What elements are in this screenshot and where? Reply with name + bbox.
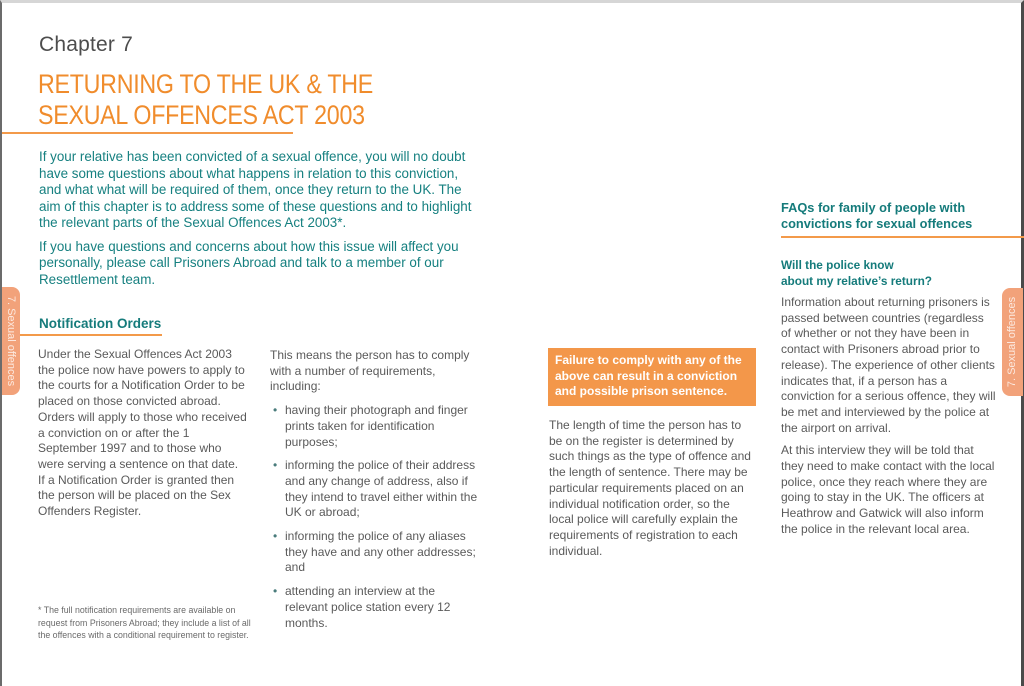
register-column (549, 418, 754, 566)
faq-answer-2: At this interview they will be told that they need to make contact with the local police, once they reach where they are going to stay in the UK. The officers at Heathrow and Gatwick will also inform the police in the relevant local area. (781, 443, 995, 536)
chapter-title-line2: SEXUAL OFFENCES ACT 2003 (38, 100, 365, 130)
bullet-icon: • (273, 458, 278, 473)
faq-heading: FAQs for family of people with convictions for sexual offences (781, 200, 973, 231)
list-item (270, 458, 480, 521)
register-paragraph: The length of time the person has to be on the register is determined by such things as the type of offence and the length of sentence. There may be particular requirements placed on an individual notification order, so the local police will carefully explain the requirements of registration to each individual. (549, 418, 751, 558)
bullet-icon: • (273, 529, 278, 544)
faq-heading-underline (781, 236, 1024, 238)
faq-question-line2: about my relative’s return? (781, 273, 932, 288)
faq-answer-1: Information about returning prisoners is passed between countries (regardless of whether or not they have been in contact with Prisoners abroad prior to release). The experience of other clients indicates that, if a person has a conviction for a serious offence, they will be met and interviewed by the police at the airport on arrival. (781, 295, 996, 435)
notification-orders-heading: Notification Orders (39, 316, 162, 331)
requirements-list (270, 403, 480, 631)
requirement-text: attending an interview at the relevant police station every 12 months. (285, 584, 451, 630)
requirements-column (270, 348, 480, 639)
bullet-icon: • (273, 403, 278, 418)
intro-section (39, 149, 484, 295)
requirements-intro: This means the person has to comply with a number of requirements, including: (270, 348, 470, 394)
notification-heading-underline (2, 334, 162, 336)
chapter-label: Chapter 7 (39, 33, 134, 56)
chapter-tab-right[interactable] (1002, 288, 1023, 396)
chapter-title-line1: RETURNING TO THE UK & THE (38, 69, 374, 99)
chapter-tab-right-label: 7. Sexual offences (1006, 296, 1019, 388)
requirement-text: having their photograph and finger prints taken for identification purposes; (285, 403, 468, 449)
chapter-tab-left[interactable] (2, 287, 20, 395)
notification-paragraph: Under the Sexual Offences Act 2003 the police now have powers to apply to the courts for a Notification Order to be placed on those convicted abroad. Orders will apply to those who received a conviction on or after the 1 September 1997 and to those who were serving a sentence on that date. If a Notification Order is granted then the person will be placed on the Sex Offenders Register. (38, 347, 247, 519)
faq-question-line1: Will the police know (781, 258, 894, 272)
faq-question (781, 258, 932, 289)
list-item (270, 529, 480, 576)
chapter-title (38, 69, 373, 131)
requirement-text: informing the police of any aliases they have and any other addresses; and (285, 529, 476, 575)
list-item (270, 584, 480, 631)
bullet-icon: • (273, 584, 278, 599)
list-item (270, 403, 480, 450)
intro-paragraph-1: If your relative has been convicted of a sexual offence, you will no doubt have some questions about what happens in relation to this conviction, and what what will be required of them, once they return to the UK. The aim of this chapter is to address some of these questions and to highlight the relevant parts of the Sexual Offences Act 2003*. (39, 149, 472, 230)
footnote: * The full notification requirements are available on request from Prisoners Abroad; they include a list of all the offences with a conditional requirement to register. (38, 605, 251, 640)
requirement-text: informing the police of their address and any change of address, also if they intend to travel either within the UK or abroad; (285, 458, 478, 520)
faq-answer-column (781, 295, 996, 545)
warning-callout: Failure to comply with any of the above can result in a conviction and possible prison sentence. (548, 348, 756, 406)
notification-column (38, 347, 248, 527)
title-underline (2, 132, 293, 134)
intro-paragraph-2: If you have questions and concerns about how this issue will affect you personally, please call Prisoners Abroad and talk to a member of our Resettlement team. (39, 238, 459, 287)
chapter-tab-left-label: 7. Sexual offences (5, 295, 17, 387)
